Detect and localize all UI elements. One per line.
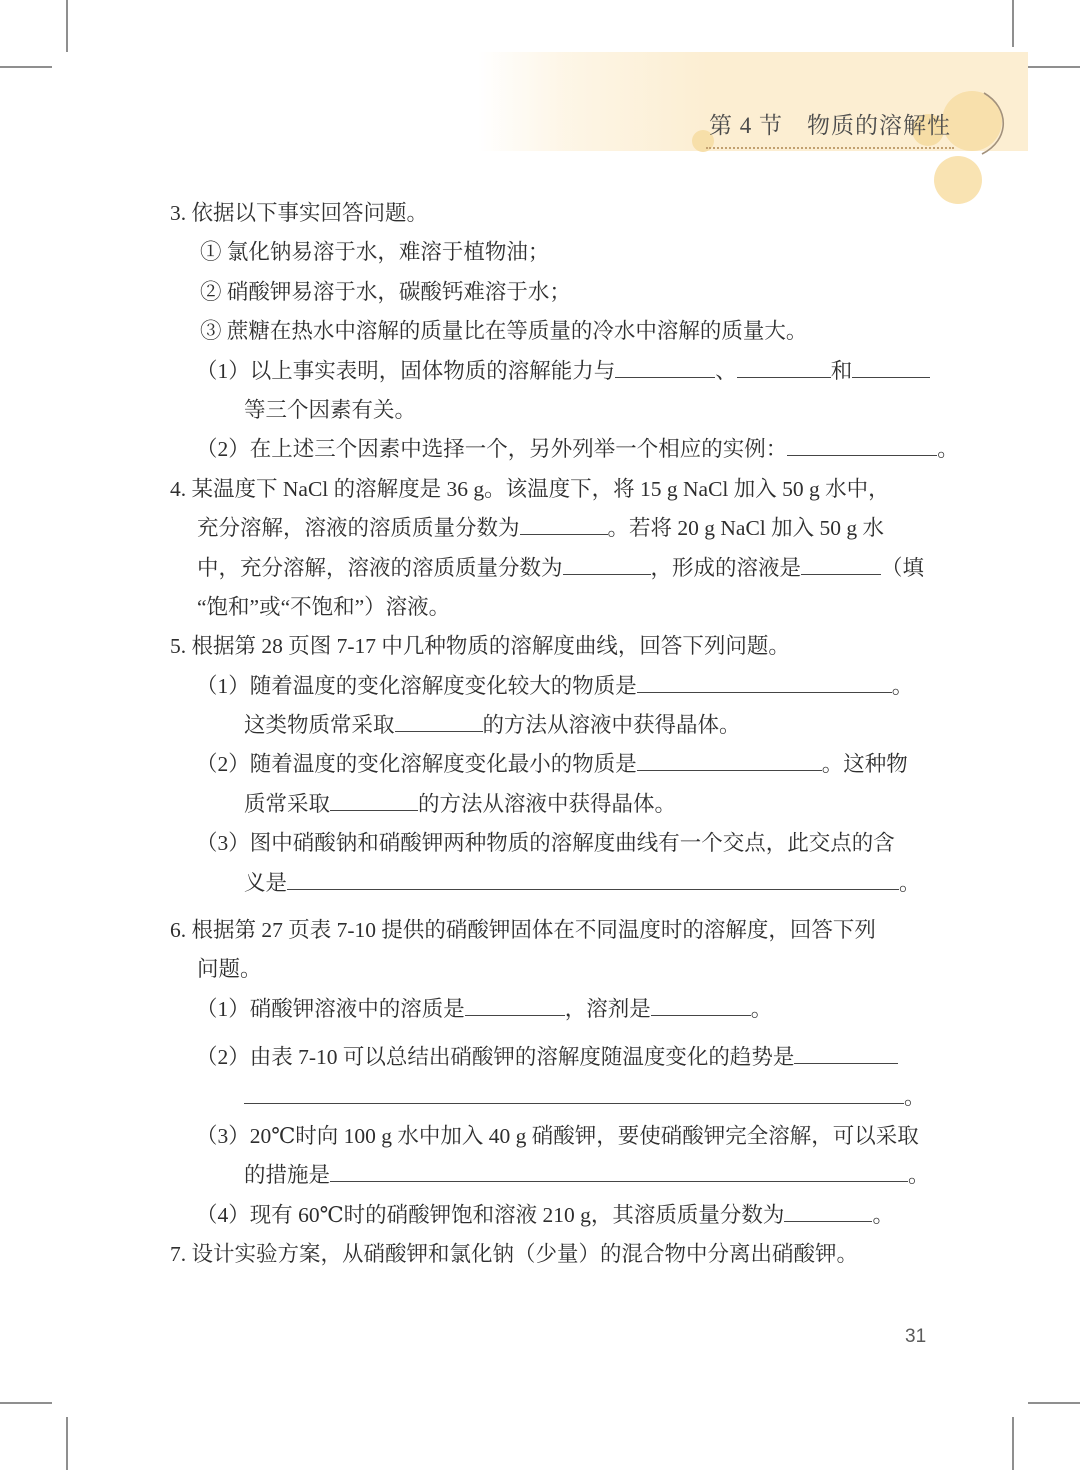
text-segment: 充分溶解，溶液的溶质质量分数为 <box>197 516 520 541</box>
text-segment: 7. 设计实验方案，从硝酸钾和氯化钠（少量）的混合物中分离出硝酸钾。 <box>170 1242 859 1267</box>
text-line <box>0 391 1080 430</box>
answer-blank <box>520 513 608 536</box>
text-line <box>0 549 1080 588</box>
text-segment: 中，充分溶解，溶液的溶质质量分数为 <box>197 555 563 580</box>
answer-blank <box>801 552 881 575</box>
text-segment: （3）图中硝酸钠和硝酸钾两种物质的溶解度曲线有一个交点，此交点的含 <box>196 831 895 856</box>
text-segment: （1）硝酸钾溶液中的溶质是 <box>196 996 465 1021</box>
text-segment: ① 氯化钠易溶于水，难溶于植物油； <box>200 240 550 265</box>
text-line <box>0 911 1080 950</box>
text-line <box>0 1038 1080 1077</box>
text-segment: 和 <box>830 358 853 383</box>
answer-blank <box>637 670 892 693</box>
crop-mark-bottom-right-horizontal <box>1028 1402 1080 1404</box>
text-segment: 问题。 <box>197 957 262 982</box>
text-segment: 的措施是 <box>244 1163 331 1188</box>
section-title: 第 4 节 物质的溶解性 <box>706 107 954 149</box>
section-header-banner <box>478 52 1028 151</box>
text-line <box>0 864 1080 903</box>
text-segment: 。 <box>872 1202 894 1227</box>
answer-blank <box>794 1042 898 1065</box>
text-segment: ，形成的溶液是 <box>650 555 802 580</box>
text-segment: （2）由表 7-10 可以总结出硝酸钾的溶解度随温度变化的趋势是 <box>196 1045 795 1070</box>
text-line <box>0 430 1080 469</box>
crop-mark-top-right-horizontal <box>1028 66 1080 68</box>
text-line <box>0 706 1080 745</box>
text-line <box>0 470 1080 509</box>
text-segment: 的方法从溶液中获得晶体。 <box>418 791 677 816</box>
text-segment: （1）随着温度的变化溶解度变化较大的物质是 <box>196 673 637 698</box>
text-segment: 、 <box>715 358 737 383</box>
text-segment: 。 <box>899 870 921 895</box>
text-segment: ② 硝酸钾易溶于水，碳酸钙难溶于水； <box>200 279 571 304</box>
text-line <box>0 1156 1080 1195</box>
text-segment: 6. 根据第 27 页表 7-10 提供的硝酸钾固体在不同温度时的溶解度，回答下列 <box>170 918 876 943</box>
decorative-arc <box>978 90 1018 160</box>
text-line <box>0 950 1080 989</box>
exercise-content <box>0 194 1080 1275</box>
crop-mark-top-left-horizontal <box>0 66 52 68</box>
answer-blank <box>737 355 831 378</box>
text-segment: 义是 <box>244 870 288 895</box>
text-segment: “饱和”或“不饱和”）溶液。 <box>197 594 451 619</box>
text-segment: 。 <box>750 996 773 1021</box>
answer-blank <box>787 434 937 457</box>
text-line <box>0 990 1080 1029</box>
text-line <box>0 745 1080 784</box>
text-line <box>0 1117 1080 1156</box>
answer-blank <box>330 788 418 811</box>
page-number: 31 <box>905 1326 927 1347</box>
crop-mark-bottom-left-horizontal <box>0 1402 52 1404</box>
crop-mark-top-right-vertical <box>1012 0 1014 47</box>
answer-blank <box>637 749 822 772</box>
answer-blank <box>852 355 930 378</box>
text-line <box>0 352 1080 391</box>
text-line <box>0 785 1080 824</box>
text-line <box>0 273 1080 312</box>
crop-mark-bottom-right-vertical <box>1012 1417 1014 1470</box>
text-segment: 等三个因素有关。 <box>244 397 417 422</box>
text-segment: ③ 蔗糖在热水中溶解的质量比在等质量的冷水中溶解的质量大。 <box>200 319 808 344</box>
answer-blank <box>244 1081 904 1104</box>
text-segment: 3. 依据以下事实回答问题。 <box>170 201 429 225</box>
text-segment: 。若将 20 g NaCl 加入 50 g 水 <box>607 516 885 541</box>
text-line <box>0 667 1080 706</box>
crop-mark-top-left-vertical <box>66 0 68 52</box>
text-segment: 质常采取 <box>244 791 331 816</box>
text-segment: 5. 根据第 28 页图 7-17 中几种物质的溶解度曲线，回答下列问题。 <box>170 634 790 659</box>
crop-mark-bottom-left-vertical <box>66 1417 68 1470</box>
text-segment: （4）现有 60℃时的硝酸钾饱和溶液 210 g，其溶质质量分数为 <box>196 1202 785 1227</box>
text-segment: 的方法从溶液中获得晶体。 <box>482 713 741 738</box>
answer-blank <box>784 1199 872 1222</box>
text-segment: 这类物质常采取 <box>244 713 395 738</box>
answer-blank <box>395 710 483 733</box>
text-segment: （2）随着温度的变化溶解度变化最小的物质是 <box>196 752 637 777</box>
text-line <box>0 1235 1080 1274</box>
text-segment: （1）以上事实表明，固体物质的溶解能力与 <box>196 358 616 383</box>
text-segment: ，溶剂是 <box>564 996 651 1021</box>
answer-blank <box>563 552 651 575</box>
answer-blank <box>651 993 751 1016</box>
answer-blank <box>330 1160 908 1183</box>
text-line <box>0 627 1080 666</box>
answer-blank <box>287 867 899 890</box>
text-line <box>0 509 1080 548</box>
text-line <box>0 1078 1080 1117</box>
text-segment: （填 <box>881 555 925 580</box>
text-segment: 。这种物 <box>821 752 908 777</box>
text-line <box>0 312 1080 351</box>
text-segment: 4. 某温度下 NaCl 的溶解度是 36 g。该温度下，将 15 g NaCl 加入 50 g 水中， <box>170 476 890 501</box>
text-line <box>0 588 1080 627</box>
answer-blank <box>615 355 715 378</box>
text-segment: 。 <box>904 1084 926 1109</box>
text-line <box>0 233 1080 272</box>
text-segment: （2）在上述三个因素中选择一个，另外列举一个相应的实例： <box>196 437 788 462</box>
text-line <box>0 194 1080 233</box>
text-line <box>0 1196 1080 1235</box>
answer-blank <box>465 993 565 1016</box>
text-segment: （3）20℃时向 100 g 水中加入 40 g 硝酸钾，要使硝酸钾完全溶解，可以采取 <box>196 1123 919 1148</box>
text-segment: 。 <box>937 437 959 462</box>
text-segment: 。 <box>891 673 914 698</box>
text-line <box>0 824 1080 863</box>
text-segment: 。 <box>908 1163 930 1188</box>
